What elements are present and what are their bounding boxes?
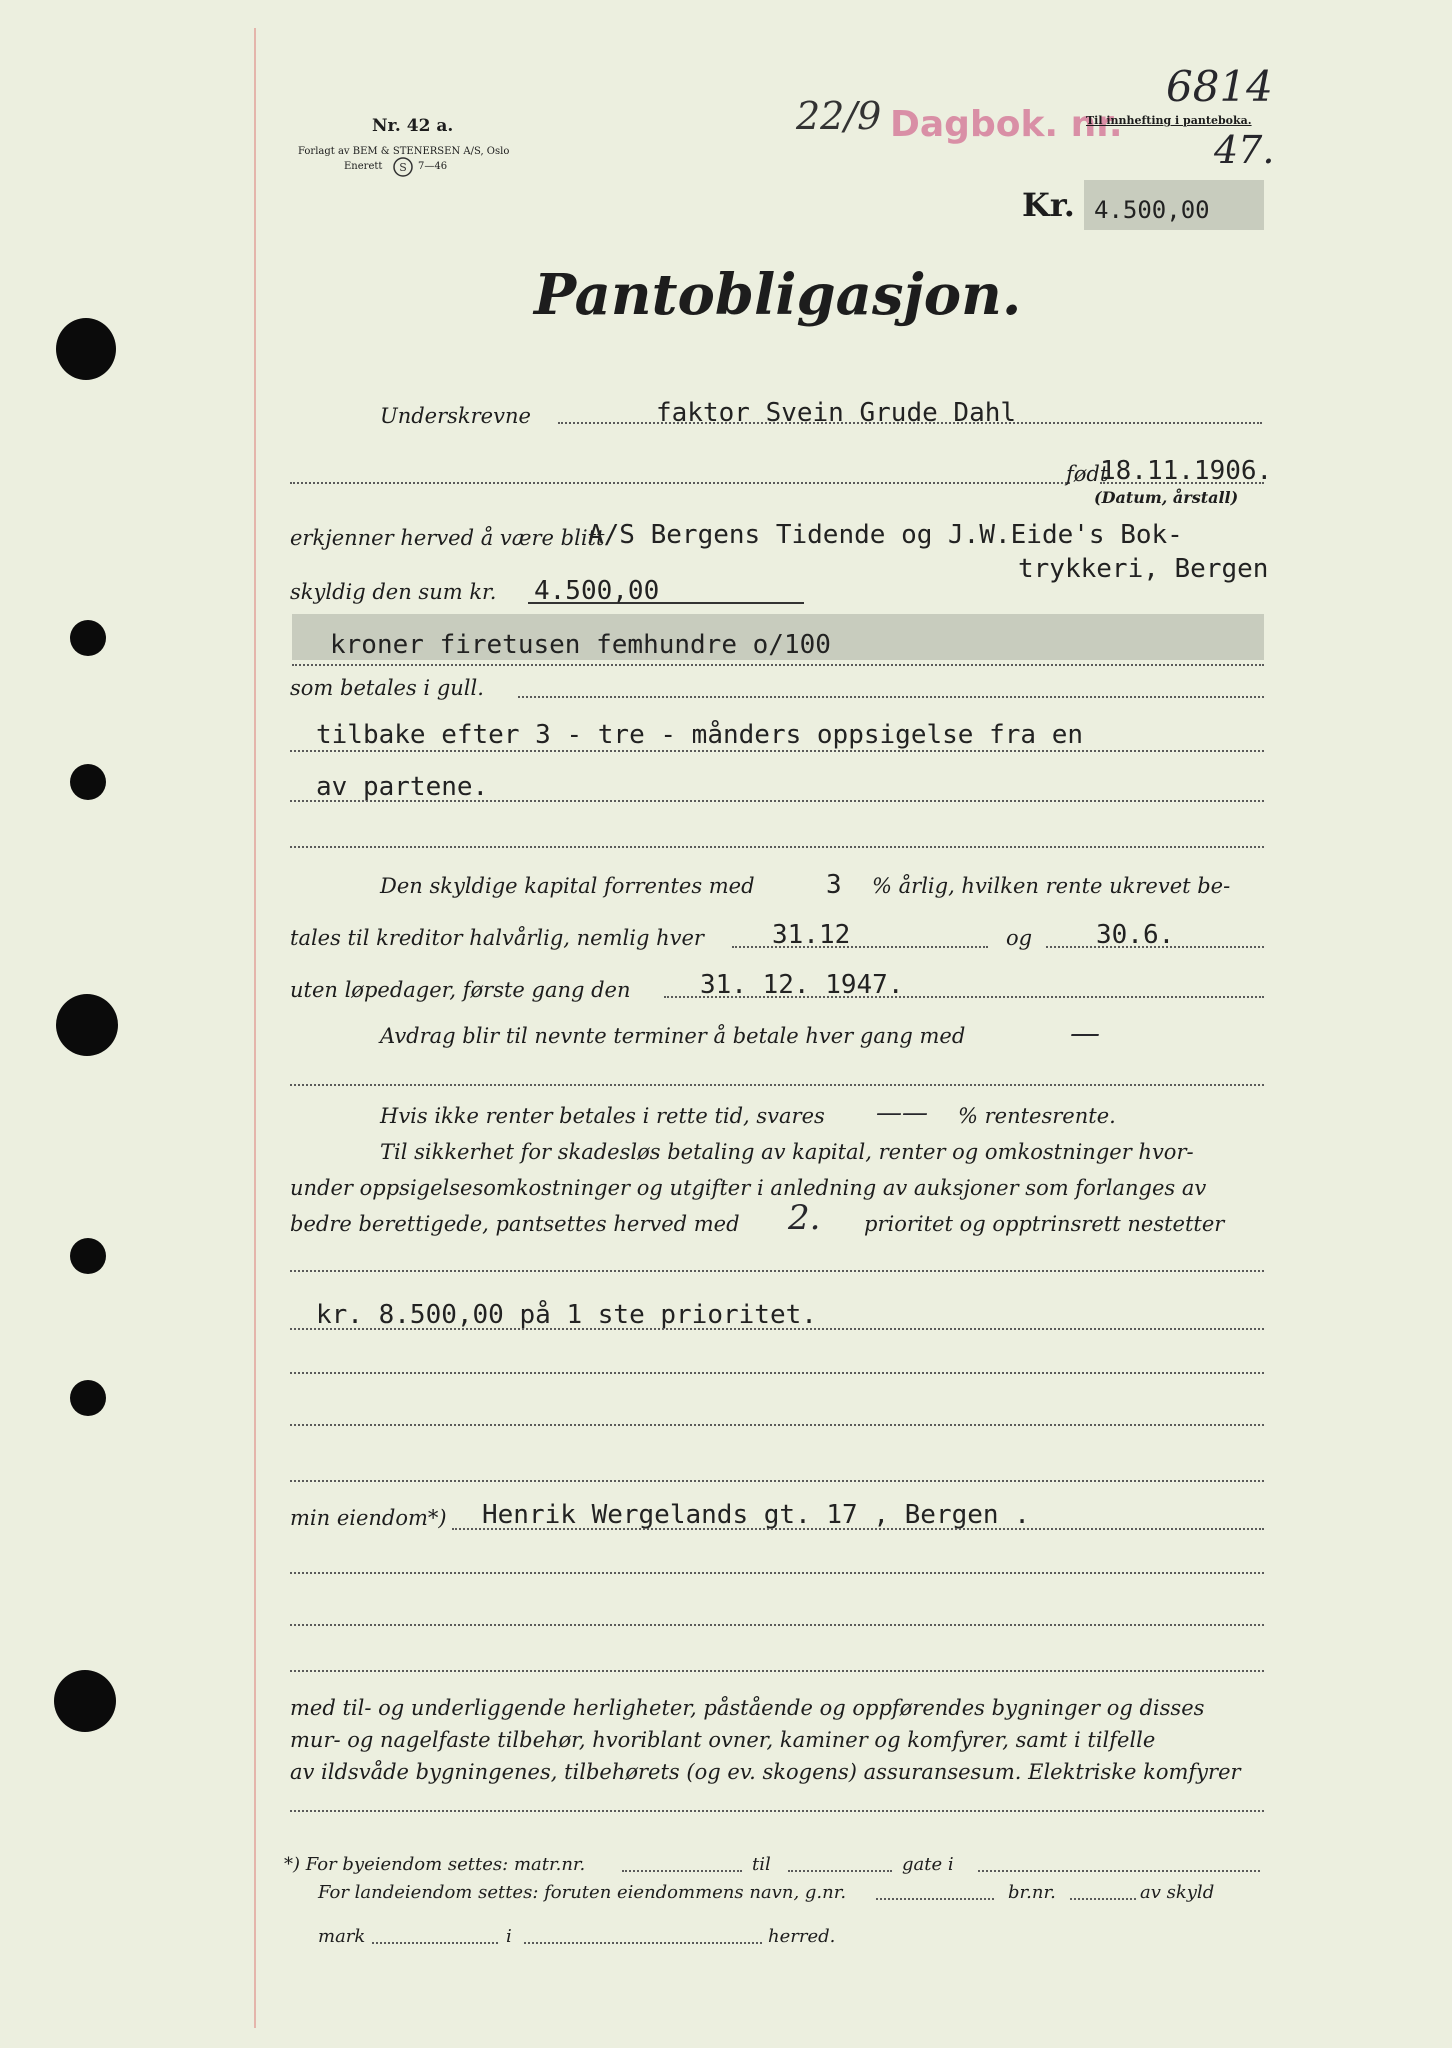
binder-hole <box>70 1380 106 1416</box>
publisher-line: Forlagt av BEM & STENERSEN A/S, Oslo <box>298 146 510 157</box>
amount-words: kroner firetusen femhundre o/100 <box>330 630 831 660</box>
prior-line-3 <box>290 1424 1264 1426</box>
property-line-4 <box>290 1670 1264 1672</box>
footnote-2a: For landeiendom settes: foruten eiendommens navn, g.nr. <box>318 1882 847 1903</box>
creditor-line-2: trykkeri, Bergen <box>1018 554 1269 584</box>
pay-date-2: 30.6. <box>1096 920 1175 950</box>
footnote-2b: br.nr. <box>1008 1882 1056 1903</box>
binder-hole <box>70 764 106 800</box>
footnote-3a: mark <box>318 1926 366 1947</box>
interest-suffix: % årlig, hvilken rente ukrevet be- <box>872 874 1231 898</box>
born-value: 18.11.1906. <box>1100 456 1273 486</box>
appurtenance-line-1: med til- og underliggende herligheter, påstående og oppførendes bygninger og disses <box>290 1696 1205 1720</box>
late-dash: —— <box>876 1098 928 1128</box>
creditor-line-1: A/S Bergens Tidende og J.W.Eide's Bok- <box>588 520 1183 550</box>
security-line-3a: bedre berettigede, pantsettes herved med <box>290 1212 740 1236</box>
property-value: Henrik Wergelands gt. 17 , Bergen . <box>482 1500 1030 1530</box>
document-title: Pantobligasjon. <box>534 262 1022 328</box>
appurtenance-line-3: av ildsvåde bygningenes, tilbehørets (og ev. skogens) assuransesum. Elektriske komfyrer <box>290 1760 1241 1784</box>
installment-value: — <box>1070 1016 1120 1051</box>
binder-hole <box>56 994 118 1056</box>
paid-line <box>518 696 1264 698</box>
publisher-enerett: Enerett <box>344 161 383 172</box>
entry-number: 6814 <box>1166 62 1273 111</box>
property-line-1 <box>452 1528 1264 1530</box>
undersigned-label: Underskrevne <box>380 404 531 428</box>
footnote-2c: av skyld <box>1140 1882 1215 1903</box>
pay-date-1: 31.12 <box>772 920 851 950</box>
priority-mark: 2. <box>788 1198 821 1238</box>
owed-label: skyldig den sum kr. <box>290 580 497 604</box>
security-line-2: under oppsigelsesomkostninger og utgifter i anledning av auksjoner som forlanges av <box>290 1176 1207 1200</box>
property-label: min eiendom*) <box>290 1506 447 1530</box>
security-line-3b: prioritet og opptrinsrett nestetter <box>864 1212 1225 1236</box>
prior-line-4 <box>290 1480 1264 1482</box>
owed-value: 4.500,00 <box>534 576 660 606</box>
security-line <box>290 1270 1264 1272</box>
stamp-label: Dagbok. nr. <box>890 104 1123 145</box>
late-label: Hvis ikke renter betales i rette tid, svares <box>380 1104 825 1128</box>
binder-hole <box>54 1670 116 1732</box>
svg-text:S: S <box>399 161 407 174</box>
margin-rule <box>254 28 256 2028</box>
born-label: født <box>1066 462 1109 486</box>
interest-value: 3 <box>826 870 842 900</box>
form-number: Nr. 42 a. <box>372 116 454 136</box>
appurtenance-line-4 <box>290 1810 1264 1812</box>
publisher-logo-icon <box>392 156 414 178</box>
pay-label: tales til kreditor halvårlig, nemlig hver <box>290 926 704 950</box>
security-line-1: Til sikkerhet for skadesløs betaling av kapital, renter og omkostninger hvor- <box>380 1140 1194 1164</box>
footnote-dots-3a <box>372 1942 498 1944</box>
footnote-3b: i <box>506 1926 512 1947</box>
binder-hole <box>70 1238 106 1274</box>
installment-label: Avdrag blir til nevnte terminer å betale hver gang med <box>380 1024 966 1048</box>
repay-line-1: tilbake efter 3 - tre - månders oppsigelse fra en <box>316 720 1084 750</box>
paid-label: som betales i gull. <box>290 676 484 700</box>
first-payment-label: uten løpedager, første gang den <box>290 978 631 1002</box>
undersigned-value: faktor Svein Grude Dahl <box>656 398 1017 428</box>
footnote-dots-1c <box>978 1870 1260 1872</box>
footnote-dots-2a <box>876 1898 994 1900</box>
prior-encumbrance: kr. 8.500,00 på 1 ste prioritet. <box>316 1300 817 1330</box>
amount-kr-value: 4.500,00 <box>1094 196 1210 224</box>
interest-label: Den skyldige kapital forrentes med <box>380 874 755 898</box>
entry-year: 47. <box>1214 128 1275 172</box>
footnote-dots-1b <box>788 1870 892 1872</box>
stamp-date: 22/9 <box>796 94 882 138</box>
stamp-note: Til innhefting i panteboka. <box>1086 114 1252 127</box>
footnote-1b: til <box>752 1854 771 1875</box>
footnote-1a: *) For byeiendom settes: matr.nr. <box>284 1854 586 1875</box>
prior-line-1 <box>290 1328 1264 1330</box>
appurtenance-line-2: mur- og nagelfaste tilbehør, hvoriblant ovner, kaminer og komfyrer, samt i tilfelle <box>290 1728 1156 1752</box>
binder-hole <box>56 318 116 380</box>
born-prefix-line <box>290 482 1070 484</box>
publisher-date: 7—46 <box>418 161 448 172</box>
acknowledge-label: erkjenner herved å være blitt <box>290 526 605 550</box>
prior-line-2 <box>290 1372 1264 1374</box>
repay-line-2: av partene. <box>316 772 489 802</box>
born-note: (Datum, årstall) <box>1094 488 1239 507</box>
repay-dotline-2 <box>290 800 1264 802</box>
repay-dotline-3 <box>290 846 1264 848</box>
first-payment-value: 31. 12. 1947. <box>700 970 904 1000</box>
late-suffix: % rentesrente. <box>958 1104 1116 1128</box>
property-line-2 <box>290 1572 1264 1574</box>
installment-line <box>290 1084 1264 1086</box>
footnote-1c: gate i <box>902 1854 954 1875</box>
pay-line-1 <box>732 946 988 948</box>
property-line-3 <box>290 1624 1264 1626</box>
amount-words-line <box>292 664 1264 666</box>
pay-and: og <box>1006 926 1033 950</box>
amount-kr-label: Kr. <box>1022 186 1075 224</box>
footnote-dots-3b <box>524 1942 762 1944</box>
footnote-3c: herred. <box>768 1926 836 1947</box>
repay-dotline-1 <box>290 750 1264 752</box>
binder-hole <box>70 620 106 656</box>
footnote-dots-1a <box>622 1870 742 1872</box>
footnote-dots-2b <box>1070 1898 1136 1900</box>
